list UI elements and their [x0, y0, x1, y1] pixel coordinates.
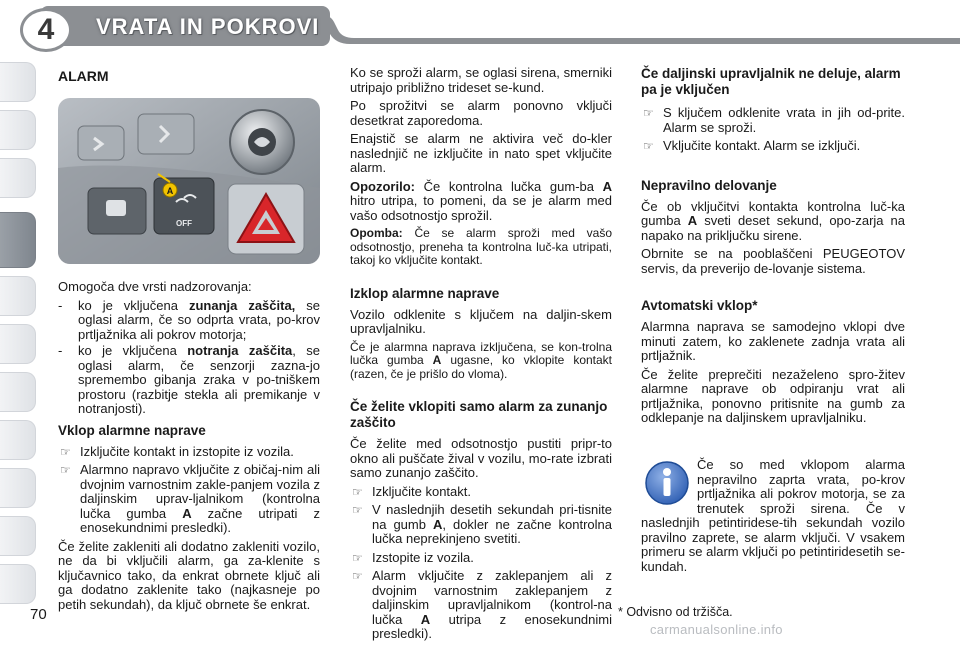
list-item: ☞ S ključem odklenite vrata in jih od-prite. Alarm se sproži. [643, 105, 905, 135]
chapter-tab-strip [0, 60, 40, 640]
chapter-tab[interactable] [0, 516, 36, 556]
dashboard-illustration [58, 98, 320, 264]
section-title-external-only: Če želite vklopiti samo alarm za zunanjo zaščito [350, 399, 608, 430]
chapter-tab[interactable] [0, 158, 36, 198]
page-header [0, 0, 960, 58]
section-title-remote-failure: Če daljinski upravljalnik ne deluje, alarm pa je vključen [641, 66, 901, 97]
chapter-tab[interactable] [0, 62, 36, 102]
list-item: ☞ Izključite kontakt in izstopite iz vozila. [60, 443, 294, 459]
activate-steps-list [58, 445, 320, 536]
deactivate-indicator-text: Če je alarmna naprava izključena, se kon-trolna lučka gumba A ugasne, ko vklopite kontakt (razen, če je prišlo do vloma). [350, 339, 613, 381]
list-item: ☞ V naslednjih desetih sekundah pri-tisnite na gumb A, dokler ne začne kontrolna lučka neprekinjeno svetiti. [352, 502, 612, 546]
lock-without-alarm-text: Če želite zakleniti ali dodatno zakleniti vozilo, ne da bi vključili alarm, ga za-klenite s ključavnico tako, da enkrat obrnete ključ ali ga dodatno zaklenite tako (najkasneje po petih sekundah), da ključ obrnete še enkrat. [58, 538, 320, 612]
alarm-repeat-text: Po sprožitvi se alarm ponovno vključi desetkrat zaporedoma. [350, 98, 612, 128]
chapter-tab[interactable] [0, 420, 36, 460]
button-off-label: OFF [176, 219, 192, 228]
remark-note: Opomba: Če se alarm sproži med vašo odsotnostjo, preneha ta kontrolna luč-ka utripati, takoj ko vključite kontakt. [350, 226, 612, 267]
list-item: ☞ Alarm vključite z zaklepanjem ali z dvojnim varnostnim zaklepanjem z daljinskim upravljalnikom (kontrol-na lučka A utripa z enosekundnimi presledki). [352, 568, 612, 641]
chapter-tab[interactable] [0, 324, 36, 364]
chapter-tab[interactable] [0, 564, 36, 604]
section-title-malfunction: Nepravilno delovanje [641, 177, 777, 193]
alarm-trigger-text: Ko se sproži alarm, se oglasi sirena, smerniki utripajo približno trideset se-kund. [350, 65, 612, 95]
alarm-title: ALARM [58, 68, 109, 84]
list-item: ☞ Izključite kontakt. [352, 483, 471, 499]
section-title-activate: Vklop alarmne naprave [58, 422, 206, 438]
external-only-steps-list [350, 485, 612, 642]
external-only-intro: Če želite med odsotnostjo pustiti pripr-to okno ali puščate žival v vozilu, mo-rate izbrati samo zunanjo zaščito. [350, 436, 612, 480]
deactivate-text: Vozilo odklenite s ključem na daljin-skem upravljalniku. [350, 306, 612, 336]
footnote: * Odvisno od tržišča. [618, 605, 733, 619]
list-item: ☞ Izstopite iz vozila. [352, 549, 474, 565]
remote-failure-steps-list [641, 106, 905, 154]
malfunction-service-text: Obrnite se na pooblaščeni PEUGEOTOV servis, da preverijo de-lovanje sistema. [641, 246, 905, 276]
warning-note: Opozorilo: Če kontrolna lučka gum-ba A hitro utripa, to pomeni, da se je alarm med vašo odsotnostjo sprožil. [350, 178, 612, 223]
alarm-button-photo [58, 98, 320, 264]
list-item: ☞ Alarmno napravo vključite z običaj-nim ali dvojnim varnostnim zakle-panjem vozila z daljinskim uprav-ljalnikom (kontrolna lučka gumba A začne utripati z enosekundnimi presledki). [60, 462, 320, 535]
chapter-tab[interactable] [0, 110, 36, 150]
list-item: - ko je vključena zunanja zaščita, se oglasi alarm, če so odprta vrata, po-krov prtljažnika ali pokrov motorja; [58, 297, 320, 342]
chapter-number-badge: 4 [20, 8, 72, 52]
column-middle [350, 60, 612, 646]
chapter-tab-active[interactable] [0, 212, 36, 268]
alarm-modes-list [58, 299, 320, 417]
list-item: - ko je vključena notranja zaščita, se oglasi alarm, če senzorji zazna-jo spremembo gibanja zraka v po-tniškem prostoru (razbitje stekla ali premikanje v notranjosti). [58, 343, 320, 416]
section-title-auto-activation: Avtomatski vklop* [641, 298, 758, 313]
chapter-title: VRATA IN POKROVI [96, 14, 320, 39]
chapter-tab[interactable] [0, 276, 36, 316]
page-number: 70 [30, 606, 47, 623]
malfunction-text: Če ob vključitvi kontakta kontrolna luč-ka gumba A sveti deset sekund, opo-zarja na napako na priključku sirene. [641, 198, 905, 243]
chapter-tab[interactable] [0, 468, 36, 508]
list-item: ☞ Vključite kontakt. Alarm se izključi. [643, 138, 861, 153]
chapter-tab[interactable] [0, 372, 36, 412]
alarm-intro: Omogoča dve vrsti nadzorovanja: [58, 279, 252, 294]
section-title-deactivate: Izklop alarmne naprave [350, 285, 500, 301]
auto-activation-prevent-text: Če želite preprečiti nezaželeno spro-žitev alarmne naprave ob odpiranju vrat ali prtljažnika, ponovno pritisnite na gumb za odklepanje na daljinskem upravljalniku. [641, 366, 905, 425]
info-note-text: Če so med vklopom alarma nepravilno zaprta vrata, po-krov prtljažnika ali pokrov motorja, se za trenutek sproži sirena. Če v naslednjih petintiridese-tih sekundah vozilo pravilno zaprete, se alarm vključi. V vsakem primeru se alarm vključi po petintiridesetih se-kundah. [641, 457, 905, 574]
column-right [641, 60, 905, 430]
auto-activation-text: Alarmna naprava se samodejno vklopi dve minuti zatem, ko zaklenete zadnja vrata ali prtljažnik. [641, 319, 905, 363]
alarm-eleventh-text: Enajstič se alarm ne aktivira več do-kler naslednjič ne izključite in nato spet vključite alarm. [350, 131, 612, 175]
watermark: carmanualsonline.info [650, 622, 783, 637]
button-a-letter: A [166, 186, 174, 196]
